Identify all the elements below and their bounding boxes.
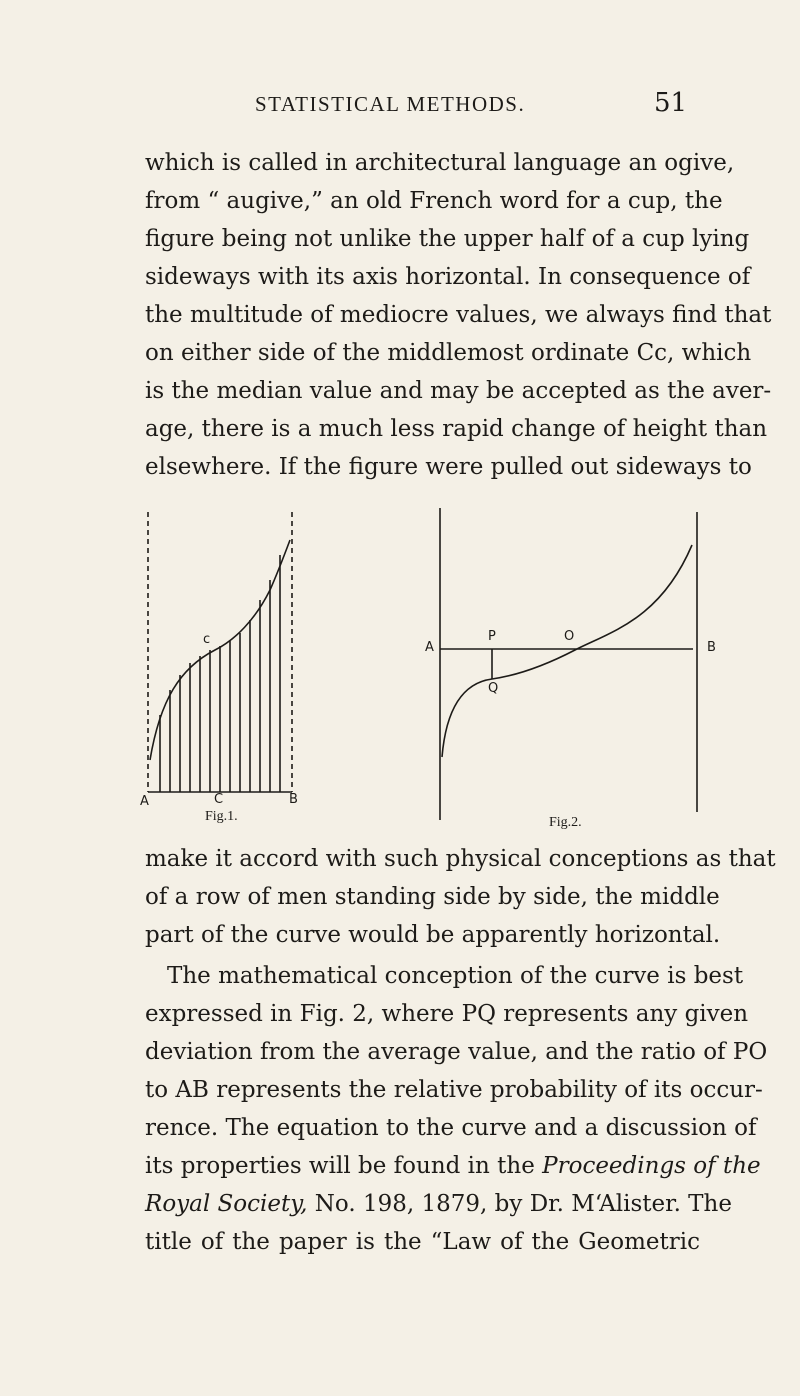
text-line: part of the curve would be apparently horizontal. [145, 922, 721, 948]
fig2-label-p: P [488, 629, 496, 644]
text-line: title of the paper is the “Law of the Geometric [145, 1229, 700, 1255]
page-header [0, 88, 800, 128]
text-span: its properties will be found in the [145, 1153, 543, 1179]
fig1-label-c-upper: C [214, 792, 224, 807]
text-line: rence. The equation to the curve and a discussion of [145, 1115, 757, 1141]
text-line: deviation from the average value, and the ratio of PO [145, 1039, 768, 1065]
figure-1-ogive [148, 512, 292, 792]
fig2-caption: Fig.2. [549, 815, 582, 830]
text-line [145, 1185, 732, 1223]
fig1-caption: Fig.1. [205, 809, 238, 824]
text-line: elsewhere. If the figure were pulled out sideways to [145, 454, 752, 480]
fig1-label-c-lower: c [203, 632, 211, 647]
paragraph-ogive [145, 144, 772, 486]
text-line: sideways with its axis horizontal. In consequence of [145, 264, 751, 290]
text-line: of a row of men standing side by side, the middle [145, 884, 720, 910]
text-line [145, 1147, 761, 1185]
text-line: the multitude of mediocre values, we always find that [145, 302, 772, 328]
fig2-probability-curve [442, 545, 692, 757]
fig2-label-b: B [707, 640, 716, 655]
fig1-label-a: A [140, 794, 149, 809]
text-line: age, there is a much less rapid change of height than [145, 416, 768, 442]
journal-title-part: Royal Society, [145, 1191, 308, 1217]
fig1-ogive-curve [150, 540, 290, 760]
fig2-label-q: Q [488, 681, 499, 696]
page-number: 51 [654, 88, 688, 118]
figure-2-probability [440, 508, 697, 820]
paragraph-mathematical-conception [145, 957, 768, 1261]
fig2-label-o: O [564, 629, 575, 644]
text-line: to AB represents the relative probability of its occur- [145, 1077, 763, 1103]
text-line: expressed in Fig. 2, where PQ represents any given [145, 1001, 749, 1027]
text-line: figure being not unlike the upper half of a cup lying [145, 226, 750, 252]
paragraph-physical-conception [145, 840, 776, 954]
text-line: make it accord with such physical conceptions as that [145, 846, 776, 872]
text-line: from “ augive,” an old French word for a cup, the [145, 188, 723, 214]
text-line: on either side of the middlemost ordinate Cc, which [145, 340, 752, 366]
text-line: The mathematical conception of the curve is best [167, 963, 744, 989]
text-line: which is called in architectural language an ogive, [145, 150, 735, 176]
running-head: STATISTICAL METHODS. [255, 92, 526, 116]
fig2-label-a: A [425, 640, 434, 655]
text-line: is the median value and may be accepted as the aver- [145, 378, 772, 404]
text-span: No. 198, 1879, by Dr. M‘Alister. The [307, 1191, 732, 1217]
fig1-label-b: B [289, 792, 298, 807]
journal-title-part: Proceedings of the [542, 1153, 761, 1179]
